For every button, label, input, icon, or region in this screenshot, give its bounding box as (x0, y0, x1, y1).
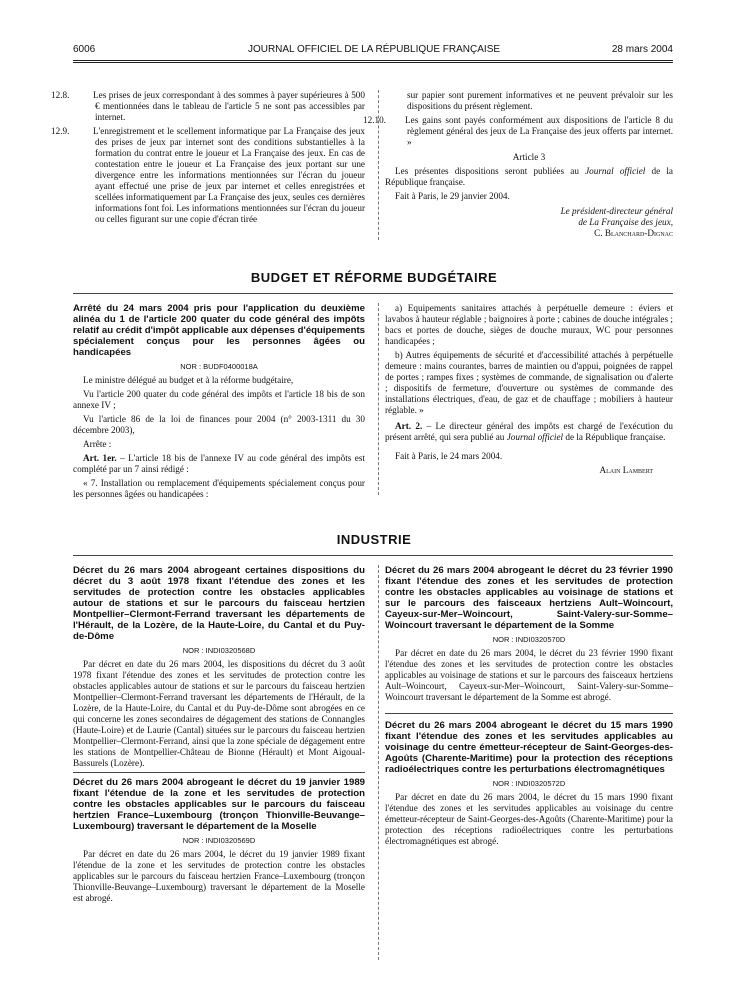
issue-date: 28 mars 2004 (611, 44, 673, 55)
journal-title: JOURNAL OFFICIEL DE LA RÉPUBLIQUE FRANÇAISE (247, 44, 501, 55)
column-divider (378, 303, 379, 495)
top-right-column (363, 90, 673, 239)
budget-art1-quote: « 7. Installation ou remplacement d'équipements spécialement conçus pour les personnes âgées ou handicapées : (73, 478, 365, 499)
nor-reference: NOR : BUDF0400018A (180, 362, 258, 371)
decree-4-title: Décret du 26 mars 2004 abrogeant le décret du 15 mars 1990 fixant l'étendue des zones et les servitudes applicables au voisinage du centre émetteur-récepteur de Saint-Georges-des-Agoûts (Charente-Maritime) pour la protection des réceptions radioélectriques contre les perturbations électromagnétiques (385, 720, 673, 775)
decree-2-nor: NOR : INDI0320569D (182, 836, 256, 845)
header-rule (73, 60, 673, 63)
decree-1-nor: NOR : INDI0320568D (182, 646, 256, 655)
budget-arrete-title: Arrêté du 24 mars 2004 pris pour l'application du deuxième alinéa du 1 de l'article 200 quater du code général des impôts relatif au crédit d'impôt applicable aux dépenses d'équipements spécialement conçus pour les personnes âgées ou handicapées (73, 303, 365, 358)
industrie-right-column (385, 565, 673, 850)
decree-2-title: Décret du 26 mars 2004 abrogeant le décret du 19 janvier 1989 fixant l'étendue de la zone et les servitudes de protection contre les obstacles applicables sur le parcours du faisceau hertzien France–Luxembourg (tronçon Thionville-Beuvange–Luxembourg) traversant le département de la Moselle (73, 777, 365, 832)
item-12-9: 12.9. L'enregistrement et le scellement informatique par La Française des jeux des prises de jeux par internet sont des conditions substantielles à la formation du contrat entre le joueur et La Française des jeux. En cas de contestation entre le joueur et La Française des jeux portant sur une divergence entre les informations mentionnées sur l'écran du joueur ayant effectué une prise de jeux par internet et celles enregistrées et scellées informatiquement par La Française des jeux, seules ces dernières informations font foi. Les informations mentionnées sur l'écran du joueur ou celles figurant sur une copie d'écran tirée (51, 126, 365, 224)
signatory-title-2: de La Française des jeux, (578, 217, 673, 227)
section-rule (73, 293, 673, 294)
item-12-10: 12.10. Les gains sont payés conformément aux dispositions de l'article 8 du règlement général des jeux de La Française des jeux offerts par internet. » (363, 115, 673, 147)
budget-arrete: Arrête : (83, 439, 112, 449)
budget-item-b: b) Autres équipements de sécurité et d'accessibilité attachés à perpétuelle demeure : mains courantes, barres de maintien ou d'appui, poignées de rappel de portes ; rampes fixes ; systèmes de commande, de signalisation ou d'alerte ; dispositifs de fermeture, d'ouverture ou systèmes de commande des installations électriques, d'eau, de gaz et de chauffage ; mobiliers à hauteur réglable. » (385, 350, 673, 415)
budget-p2: Vu l'article 200 quater du code général des impôts et l'article 18 bis de son annexe IV ; (73, 389, 365, 410)
fait-a-paris: Fait à Paris, le 29 janvier 2004. (395, 191, 510, 201)
column-divider (378, 565, 379, 960)
item-12-8: 12.8. Les prises de jeux correspondant à des sommes à payer supérieures à 500 € mentionnées dans le tableau de l'article 5 ne sont pas accessibles par internet. (51, 90, 365, 122)
section-title-industrie: INDUSTRIE (336, 532, 412, 547)
decree-separator (385, 713, 673, 714)
budget-signatory: Alain Lambert (599, 465, 653, 475)
decree-3-body: Par décret en date du 26 mars 2004, le décret du 23 février 1990 fixant l'étendue des zones et les servitudes de protection contre les obstacles applicables au voisinage de stations et sur le parcours des faisceaux hertziens Ault–Woincourt, Cayeux-sur-Mer–Woincourt, Saint-Valery-sur-Somme–Woincourt traversant le département de la Somme est abrogé. (385, 648, 673, 702)
decree-1-body: Par décret en date du 26 mars 2004, les dispositions du décret du 3 août 1978 fixant l'étendue des zones et les servitudes de protection contre les obstacles applicables autour de stations et sur le parcours du faisceau hertzien Montpellier–Clermont-Ferrand traversant les départements de l'Hérault, de la Lozère, de la Haute-Loire, du Cantal et du Puy-de-Dôme sont abrogées en ce qui concerne les zones secondaires de dégagement des stations de Connangles (Haute-Loire) et de Laurie (Cantal) situées sur le parcours du faisceau hertzien Montpellier–Clermont-Ferrand, ainsi que la zone spéciale de dégagement entre les stations de Montpellier-Château de Bionne (Hérault) et Mont Aigoual-Bassurels (Lozère). (73, 659, 365, 768)
budget-left-column (73, 303, 365, 503)
signatory-name: C. Blanchard-Dignac (594, 228, 673, 238)
decree-1-title: Décret du 26 mars 2004 abrogeant certaines dispositions du décret du 3 août 1978 fixant l'étendue des zones et les servitudes de protection contre les obstacles applicables autour de stations et sur le parcours du faisceau hertzien Montpellier–Clermont-Ferrand traversant les départements de l'Hérault, de la Lozère, de la Haute-Loire, du Cantal et du Puy-de-Dôme (73, 565, 365, 642)
decree-3-nor: NOR : INDI0320570D (492, 635, 566, 644)
budget-art1: Art. 1er. – L'article 18 bis de l'annexe IV au code général des impôts est complété par un 7 ainsi rédigé : (73, 453, 365, 474)
budget-art2: Art. 2. – Le directeur général des impôts est chargé de l'exécution du présent arrêté, qui sera publié au Journal officiel de la République française. (385, 421, 673, 442)
budget-right-column (385, 303, 673, 479)
budget-item-a: a) Equipements sanitaires attachés à perpétuelle demeure : éviers et lavabos à hauteur réglable ; baignoires à porte ; cabines de douche intégrales ; bacs et portes de douche, sièges de douche muraux, WC pour personnes handicapées ; (385, 303, 673, 346)
decree-4-body: Par décret en date du 26 mars 2004, le décret du 15 mars 1990 fixant l'étendue des zones et les servitudes applicables au voisinage du centre émetteur-récepteur de Saint-Georges-des-Agoûts (Charente-Maritime) pour la protection des réceptions radioélectriques contre les perturbations électromagnétiques est abrogé. (385, 792, 673, 846)
top-left-column (51, 90, 365, 228)
decree-4-nor: NOR : INDI0320572D (492, 779, 566, 788)
column-divider (378, 90, 379, 240)
budget-fait: Fait à Paris, le 24 mars 2004. (395, 451, 503, 461)
article-3-heading: Article 3 (512, 152, 546, 162)
page-number: 6006 (73, 44, 96, 55)
budget-p3: Vu l'article 86 de la loi de finances pour 2004 (n° 2003-1311 du 30 décembre 2003), (73, 414, 365, 435)
industrie-left-column (73, 565, 365, 907)
section-title-budget: BUDGET ET RÉFORME BUDGÉTAIRE (250, 270, 498, 285)
budget-p1: Le ministre délégué au budget et à la réforme budgétaire, (83, 375, 294, 385)
signatory-title-1: Le président-directeur général (560, 206, 673, 216)
section-rule (73, 555, 673, 556)
decree-3-title: Décret du 26 mars 2004 abrogeant le décret du 23 février 1990 fixant l'étendue des zones et les servitudes de protection contre les obstacles applicables au voisinage de stations et sur le parcours des faisceaux hertziens Ault–Woincourt, Cayeux-sur-Mer–Woincourt, Saint-Valery-sur-Somme–Woincourt traversant le département de la Somme (385, 565, 673, 631)
continuation-text: sur papier sont purement informatives et ne peuvent prévaloir sur les dispositions du présent règlement. (407, 90, 673, 111)
decree-2-body: Par décret en date du 26 mars 2004, le décret du 19 janvier 1989 fixant l'étendue de la zone et les servitudes de protection contre les obstacles applicables sur le parcours du faisceau hertzien France–Luxembourg (tronçon Thionville-Beuvange–Luxembourg) traversant le département de la Moselle est abrogé. (73, 849, 365, 903)
article-3-text: Les présentes dispositions seront publiées au Journal officiel de la République française. (385, 166, 673, 187)
decree-separator (73, 772, 365, 773)
